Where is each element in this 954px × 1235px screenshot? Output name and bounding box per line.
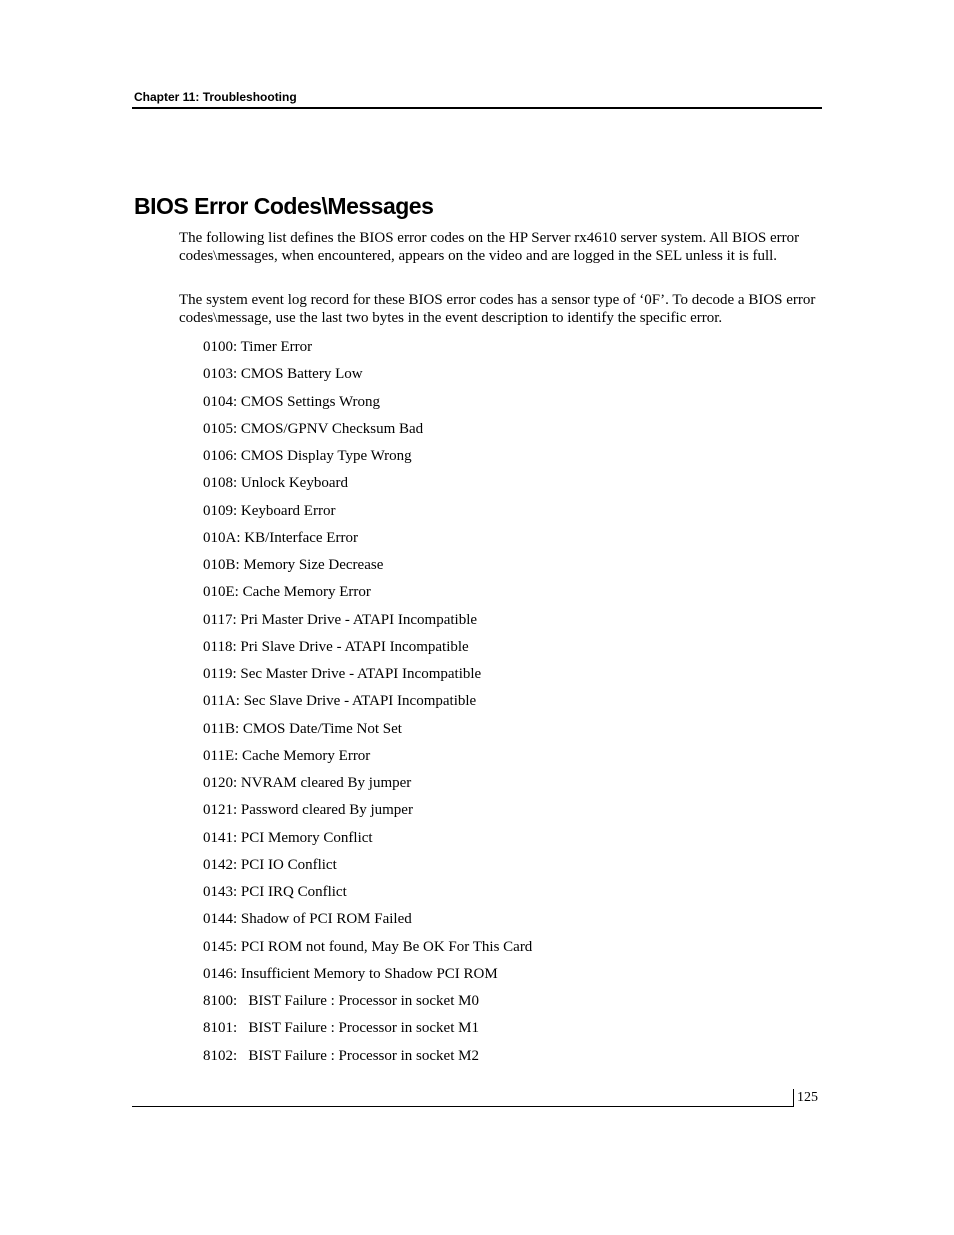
error-code-item: 010A: KB/Interface Error (203, 529, 358, 546)
error-code-item: 8102: BIST Failure : Processor in socket M2 (203, 1047, 479, 1064)
error-code-item: 0119: Sec Master Drive - ATAPI Incompatible (203, 666, 482, 682)
running-header: Chapter 11: Troubleshooting (134, 90, 297, 104)
sensor-type-paragraph: The system event log record for these BIOS error codes has a sensor type of ‘0F’. To decode a BIOS error codes\message, use the last two bytes in the event description to identify the specific error. (179, 292, 816, 326)
footer-rule (132, 1106, 794, 1107)
error-code-item: 010B: Memory Size Decrease (203, 557, 384, 573)
error-code-item: 011E: Cache Memory Error (203, 747, 371, 764)
header-rule (132, 107, 822, 109)
error-code-item: 0120: NVRAM cleared By jumper (203, 775, 412, 791)
error-code-item: 0142: PCI IO Conflict (203, 856, 337, 873)
error-code-item: 0105: CMOS/GPNV Checksum Bad (203, 420, 424, 437)
error-code-item: 0117: Pri Master Drive - ATAPI Incompatible (203, 611, 478, 628)
page-number: 125 (797, 1090, 818, 1105)
section-title: BIOS Error Codes\Messages (134, 193, 434, 219)
error-code-item: 0141: PCI Memory Conflict (203, 829, 373, 846)
error-code-list (203, 337, 532, 1073)
error-code-item: 0118: Pri Slave Drive - ATAPI Incompatible (203, 638, 469, 655)
error-code-item: 0146: Insufficient Memory to Shadow PCI ROM (203, 965, 498, 982)
error-code-item: 8100: BIST Failure : Processor in socket M0 (203, 993, 479, 1009)
error-code-item: 0121: Password cleared By jumper (203, 802, 413, 819)
error-code-item: 0109: Keyboard Error (203, 502, 336, 519)
error-code-item: 010E: Cache Memory Error (203, 584, 371, 601)
error-code-item: 0145: PCI ROM not found, May Be OK For This Card (203, 938, 533, 955)
error-code-item: 011A: Sec Slave Drive - ATAPI Incompatible (203, 693, 477, 710)
error-code-item: 0100: Timer Error (203, 339, 313, 355)
error-code-item: 0108: Unlock Keyboard (203, 475, 348, 492)
error-code-item: 0104: CMOS Settings Wrong (203, 393, 381, 410)
error-code-item: 0106: CMOS Display Type Wrong (203, 448, 412, 464)
error-code-item: 0143: PCI IRQ Conflict (203, 884, 347, 900)
intro-paragraph: The following list defines the BIOS error codes on the HP Server rx4610 server system. All BIOS error codes\messages, when encountered, appears on the video and are logged in the SEL unless it is full. (179, 230, 800, 264)
error-code-item: 0144: Shadow of PCI ROM Failed (203, 911, 412, 928)
error-code-item: 8101: BIST Failure : Processor in socket M1 (203, 1020, 479, 1037)
error-code-item: 0103: CMOS Battery Low (203, 366, 363, 383)
error-code-item: 011B: CMOS Date/Time Not Set (203, 720, 402, 737)
footer-rule-tick (793, 1089, 794, 1107)
